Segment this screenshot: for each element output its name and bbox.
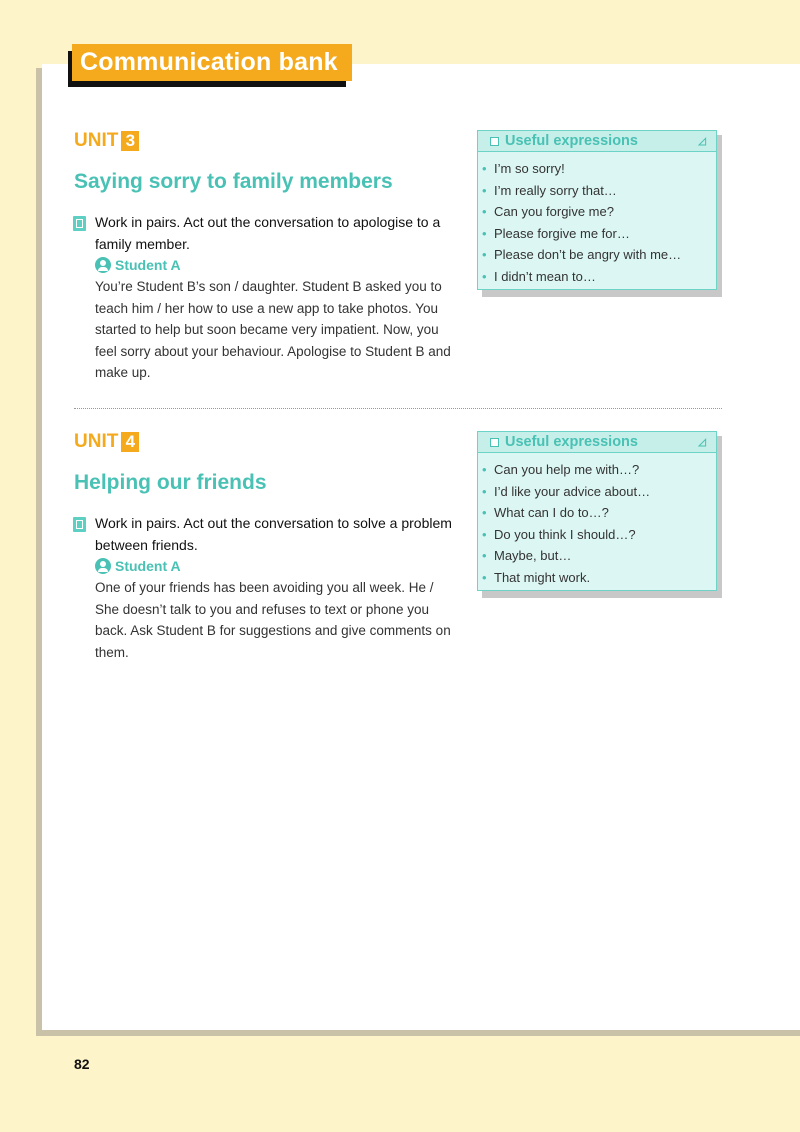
useful-expressions-box: [477, 431, 717, 591]
expression-item: • I’d like your advice about…: [478, 481, 716, 503]
person-icon: [95, 257, 111, 273]
expressions-list: [478, 453, 716, 589]
useful-expressions-title: Useful expressions: [505, 434, 638, 450]
role-card-text: One of your friends has been avoiding you all week. He / She doesn’t talk to you and refuses to text or phone you back. Ask Student B for suggestions and give comments on them.: [95, 580, 451, 660]
expression-item: • Maybe, but…: [478, 545, 716, 567]
corner-triangle-icon: ◿: [698, 437, 706, 448]
task-instruction: Work in pairs. Act out the conversation to solve a problem between friends.: [95, 515, 452, 553]
task-icon: [73, 517, 86, 532]
section-heading-unit-4: Helping our friends: [74, 471, 267, 494]
expression-item: • I didn’t mean to…: [478, 266, 716, 288]
useful-expressions-box: [477, 130, 717, 290]
expression-item: • What can I do to…?: [478, 502, 716, 524]
page-number: 82: [74, 1056, 90, 1072]
student-a-label: [95, 257, 181, 273]
unit-label-3: [74, 130, 139, 152]
role-card-text: You’re Student B’s son / daughter. Student B asked you to teach him / her how to use a new app to take photos. You started to help but soon became very impatient. Now, you feel sorry about your behaviour. Apologise to Student B and make up.: [95, 279, 451, 381]
expression-item: • That might work.: [478, 567, 716, 589]
unit-label-4: [74, 431, 139, 453]
expression-item: • Please forgive me for…: [478, 223, 716, 245]
student-label-text: Student A: [115, 558, 181, 574]
person-icon: [95, 558, 111, 574]
expression-item: • Please don’t be angry with me…: [478, 244, 716, 266]
expression-item: • I’m really sorry that…: [478, 180, 716, 202]
section-heading-unit-3: Saying sorry to family members: [74, 170, 393, 193]
page-title: Communication bank: [72, 44, 352, 81]
useful-expressions-header: [478, 131, 716, 152]
unit-label-text: UNIT: [74, 431, 119, 452]
expression-item: • Can you help me with…?: [478, 459, 716, 481]
corner-triangle-icon: ◿: [698, 136, 706, 147]
task-icon: [73, 216, 86, 231]
student-label-text: Student A: [115, 257, 181, 273]
expression-item: • Do you think I should…?: [478, 524, 716, 546]
expressions-list: [478, 152, 716, 288]
unit-label-text: UNIT: [74, 130, 119, 151]
checkbox-square-icon: [490, 438, 499, 447]
unit-number-badge: 4: [121, 432, 139, 452]
useful-expressions-title: Useful expressions: [505, 133, 638, 149]
expression-item: • I’m so sorry!: [478, 158, 716, 180]
section-divider: [74, 408, 722, 409]
checkbox-square-icon: [490, 137, 499, 146]
useful-expressions-header: [478, 432, 716, 453]
task-instruction: Work in pairs. Act out the conversation to apologise to a family member.: [95, 214, 441, 252]
expression-item: • Can you forgive me?: [478, 201, 716, 223]
unit-number-badge: 3: [121, 131, 139, 151]
student-a-label: [95, 558, 181, 574]
